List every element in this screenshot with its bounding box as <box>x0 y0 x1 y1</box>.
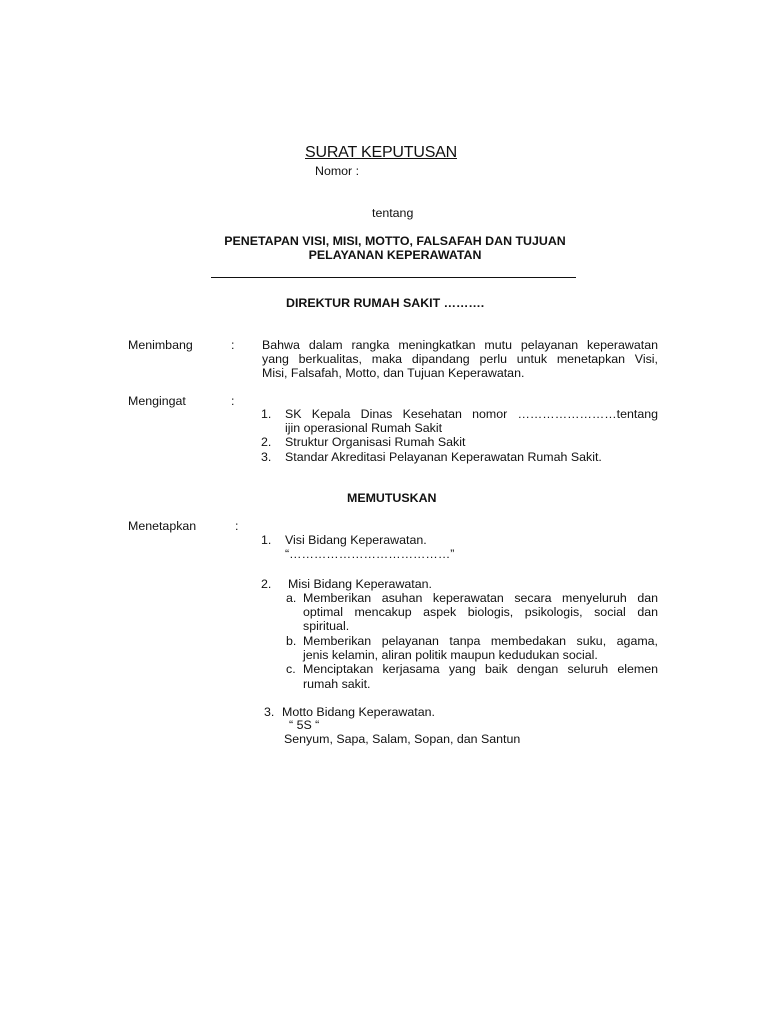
menetapkan-colon: : <box>235 519 239 533</box>
menimbang-line-3: Misi, Falsafah, Motto, dan Tujuan Keperawatan. <box>262 366 525 380</box>
misi-item-b-line-1: Memberikan pelayanan tanpa membedakan suku, agama, <box>303 634 658 648</box>
director-heading: DIREKTUR RUMAH SAKIT ………. <box>286 296 485 310</box>
visi-number: 1. <box>261 533 272 547</box>
menimbang-label: Menimbang <box>128 338 193 352</box>
subject-line-1: PENETAPAN VISI, MISI, MOTTO, FALSAFAH DAN TUJUAN <box>224 234 566 248</box>
nomor-label: Nomor : <box>315 164 360 178</box>
mengingat-label: Mengingat <box>128 394 186 408</box>
visi-text: “…………………………………” <box>285 547 455 561</box>
misi-item-b-line-2: jenis kelamin, aliran politik maupun kedudukan social. <box>303 648 598 662</box>
visi-title: Visi Bidang Keperawatan. <box>285 533 427 547</box>
misi-item-a-line-2: optimal mencakup aspek biologis, psikologis, social dan <box>303 605 658 619</box>
motto-text: Senyum, Sapa, Salam, Sopan, dan Santun <box>284 732 521 746</box>
mengingat-colon: : <box>231 394 235 408</box>
mengingat-item-3: Standar Akreditasi Pelayanan Keperawatan Rumah Sakit. <box>285 450 602 464</box>
motto-title: Motto Bidang Keperawatan. <box>282 705 435 719</box>
document-title: SURAT KEPUTUSAN <box>305 144 457 161</box>
mengingat-item-number: 1. <box>261 407 272 421</box>
misi-item-letter: b. <box>286 634 297 648</box>
mengingat-item-number: 3. <box>261 450 272 464</box>
misi-item-letter: a. <box>286 591 297 605</box>
motto-slogan: “ 5S “ <box>289 718 320 732</box>
horizontal-rule <box>211 277 576 278</box>
misi-item-a-line-3: spiritual. <box>303 619 350 633</box>
subject-line-2: PELAYANAN KEPERAWATAN <box>308 248 482 262</box>
mengingat-item-1-line-1: SK Kepala Dinas Kesehatan nomor ……………………tentang <box>285 407 658 421</box>
tentang-label: tentang <box>372 206 414 220</box>
menimbang-line-1: Bahwa dalam rangka meningkatkan mutu pelayanan keperawatan <box>262 338 658 352</box>
menimbang-colon: : <box>231 338 235 352</box>
misi-item-c-line-2: rumah sakit. <box>303 677 371 691</box>
mengingat-item-number: 2. <box>261 435 272 449</box>
menimbang-line-2: yang berkualitas, maka dipandang perlu untuk menetapkan Visi, <box>262 352 658 366</box>
mengingat-item-2: Struktur Organisasi Rumah Sakit <box>285 435 466 449</box>
misi-title: Misi Bidang Keperawatan. <box>288 577 432 591</box>
memutuskan-heading: MEMUTUSKAN <box>347 491 437 505</box>
motto-number: 3. <box>264 705 275 719</box>
misi-item-a-line-1: Memberikan asuhan keperawatan secara menyeluruh dan <box>303 591 658 605</box>
misi-number: 2. <box>261 577 272 591</box>
misi-item-c-line-1: Menciptakan kerjasama yang baik dengan seluruh elemen <box>303 662 658 676</box>
mengingat-item-1-line-2: ijin operasional Rumah Sakit <box>285 421 443 435</box>
misi-item-letter: c. <box>286 662 296 676</box>
menetapkan-label: Menetapkan <box>128 519 197 533</box>
